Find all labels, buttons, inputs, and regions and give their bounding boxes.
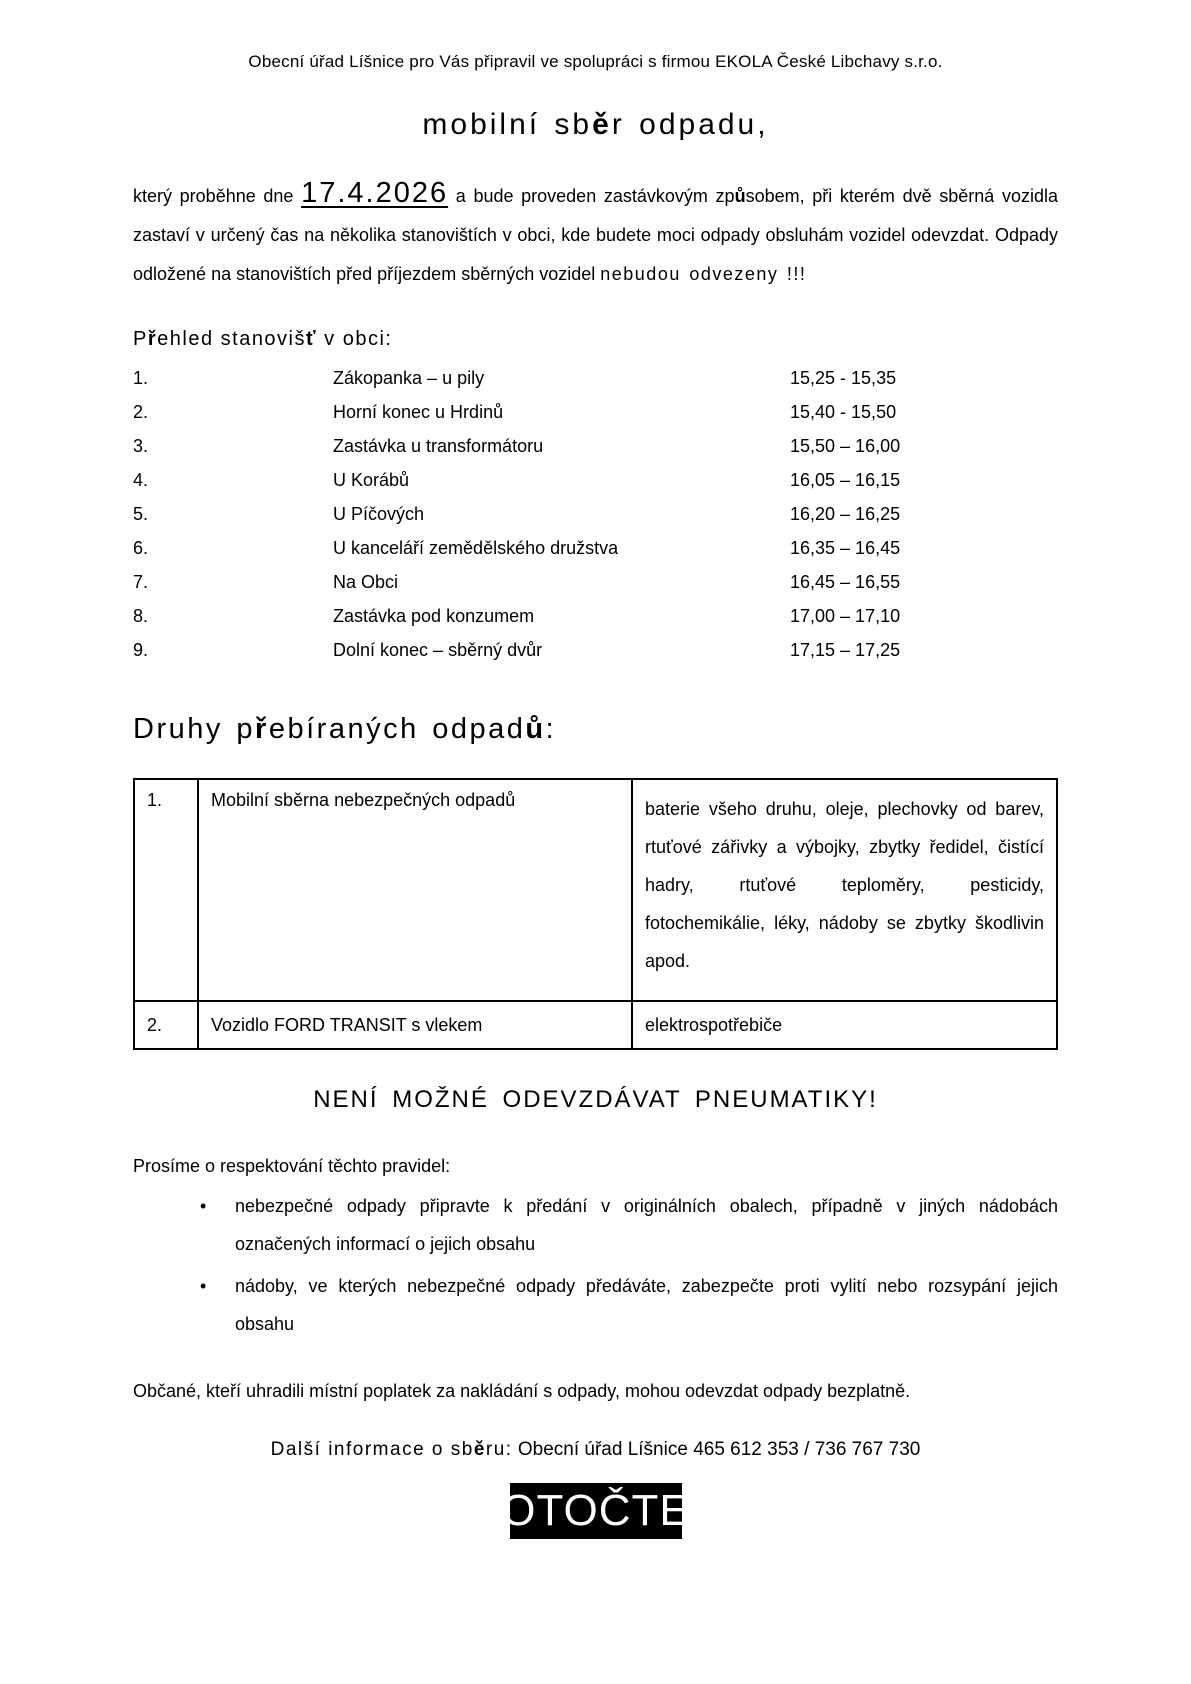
bullet-icon: • — [200, 1196, 207, 1216]
types-heading-part: ebíraných odpad — [268, 713, 526, 745]
bullet-icon: • — [200, 1276, 207, 1296]
station-number: 1. — [133, 368, 149, 388]
station-name: U Korábů — [333, 470, 410, 490]
table-row — [134, 779, 1057, 1001]
station-name: Zastávka pod konzumem — [333, 606, 535, 626]
list-item — [133, 1267, 1058, 1343]
title-bold-char: ě — [592, 108, 612, 141]
turn-over-box: OTOČTE — [510, 1483, 682, 1539]
rules-list — [133, 1187, 1058, 1343]
intro-after-post: sobem, při kterém dvě sběrná vozidla zastaví v určený čas na několika stanovištích v obci, kde budete moci odpady obsluhám vozidel odevzdat. Odpady odložené na stanovištích před příjezdem sběrných vozidel — [133, 186, 1058, 284]
station-row — [133, 395, 1058, 429]
table-cell-number: 2. — [134, 1001, 198, 1049]
free-disposal-paragraph: Občané, kteří uhradili místní poplatek za nakládání s odpady, mohou odevzdat odpady bezplatně. — [133, 1381, 911, 1401]
station-time: 15,25 - 15,35 — [790, 368, 897, 388]
collection-date: 17.4.2026 — [301, 177, 449, 209]
types-heading-bold: ř — [255, 713, 269, 745]
rules-intro: Prosíme o respektování těchto pravidel: — [133, 1156, 451, 1176]
intro-bold-char: ů — [734, 186, 746, 206]
station-number: 4. — [133, 470, 149, 490]
station-row — [133, 633, 1058, 667]
footer-contact-value: Obecní úřad Líšnice 465 612 353 / 736 767 730 — [512, 1439, 921, 1460]
types-heading-part: Druhy p — [133, 713, 256, 745]
footer-label-bold: ě — [473, 1439, 486, 1460]
station-name: U kanceláří zemědělského družstva — [333, 538, 619, 558]
station-row — [133, 531, 1058, 565]
waste-types-heading — [133, 713, 1058, 746]
station-name: Zákopanka – u pily — [333, 368, 485, 388]
header-line: Obecní úřad Líšnice pro Vás připravil ve spolupráci s firmou EKOLA České Libchavy s.r.o. — [248, 52, 943, 71]
list-item — [133, 1187, 1058, 1263]
station-time: 16,20 – 16,25 — [790, 504, 901, 524]
station-name: Dolní konec – sběrný dvůr — [333, 640, 543, 660]
station-time: 16,05 – 16,15 — [790, 470, 901, 490]
station-name: U Píčových — [333, 504, 425, 524]
station-time: 16,35 – 16,45 — [790, 538, 901, 558]
station-row — [133, 599, 1058, 633]
footer-label — [271, 1439, 513, 1460]
waste-types-table — [133, 778, 1058, 1050]
station-number: 3. — [133, 436, 149, 456]
stations-heading-part: ehled stanoviš — [157, 328, 307, 350]
table-cell-vehicle: Mobilní sběrna nebezpečných odpadů — [198, 779, 632, 1001]
table-cell-items: baterie všeho druhu, oleje, plechovky od barev, rtuťové zářivky a výbojky, zbytky ředidel, čistící hadry, rtuťové teploměry, pesticidy, fotochemikálie, léky, nádoby se zbytky škodlivin apod. — [632, 779, 1057, 1001]
station-number: 5. — [133, 504, 149, 524]
no-tyres-notice: NENÍ MOŽNÉ ODEVZDÁVAT PNEUMATIKY! — [313, 1086, 878, 1113]
station-row — [133, 497, 1058, 531]
station-row — [133, 565, 1058, 599]
rule-text: nebezpečné odpady připravte k předání v originálních obalech, případně v jiných nádobách označených informací o jejich obsahu — [235, 1196, 1058, 1254]
stations-heading-part: v obci: — [317, 328, 393, 350]
types-heading-part: : — [545, 713, 557, 745]
footer-label-part: Další informace o sb — [270, 1439, 474, 1460]
stations-heading-bold: ř — [147, 328, 158, 350]
stations-heading-bold: ť — [306, 328, 318, 350]
station-time: 15,40 - 15,50 — [790, 402, 897, 422]
page-title — [133, 108, 1058, 142]
footer-label-part: ru: — [485, 1439, 513, 1460]
table-cell-vehicle: Vozidlo FORD TRANSIT s vlekem — [198, 1001, 632, 1049]
intro-after-pre: a bude proveden zastávkovým zp — [448, 186, 735, 206]
stations-heading — [133, 328, 1058, 351]
station-time: 17,00 – 17,10 — [790, 606, 901, 626]
station-name: Horní konec u Hrdinů — [333, 402, 504, 422]
table-row — [134, 1001, 1057, 1049]
station-time: 15,50 – 16,00 — [790, 436, 901, 456]
intro-emphasis: nebudou odvezeny !!! — [600, 264, 807, 284]
station-name: Na Obci — [333, 572, 399, 592]
title-text-post: r odpadu, — [611, 108, 769, 141]
types-heading-bold: ů — [525, 713, 546, 745]
station-row — [133, 361, 1058, 395]
station-row — [133, 429, 1058, 463]
station-number: 7. — [133, 572, 149, 592]
stations-heading-part: P — [133, 328, 148, 350]
table-cell-number: 1. — [134, 779, 198, 1001]
title-text-pre: mobilní sb — [422, 108, 593, 141]
station-number: 6. — [133, 538, 149, 558]
station-number: 8. — [133, 606, 149, 626]
station-number: 2. — [133, 402, 149, 422]
rule-text: nádoby, ve kterých nebezpečné odpady předáváte, zabezpečte proti vylití nebo rozsypání jejich obsahu — [235, 1276, 1058, 1334]
footer-contact-line — [133, 1439, 1058, 1461]
stations-section — [133, 328, 1058, 667]
station-name: Zastávka u transformátoru — [333, 436, 544, 456]
station-time: 16,45 – 16,55 — [790, 572, 901, 592]
station-time: 17,15 – 17,25 — [790, 640, 901, 660]
station-row — [133, 463, 1058, 497]
table-cell-items: elektrospotřebiče — [632, 1001, 1057, 1049]
intro-before-date: který proběhne dne — [133, 186, 302, 206]
station-number: 9. — [133, 640, 149, 660]
intro-paragraph — [133, 174, 1058, 294]
